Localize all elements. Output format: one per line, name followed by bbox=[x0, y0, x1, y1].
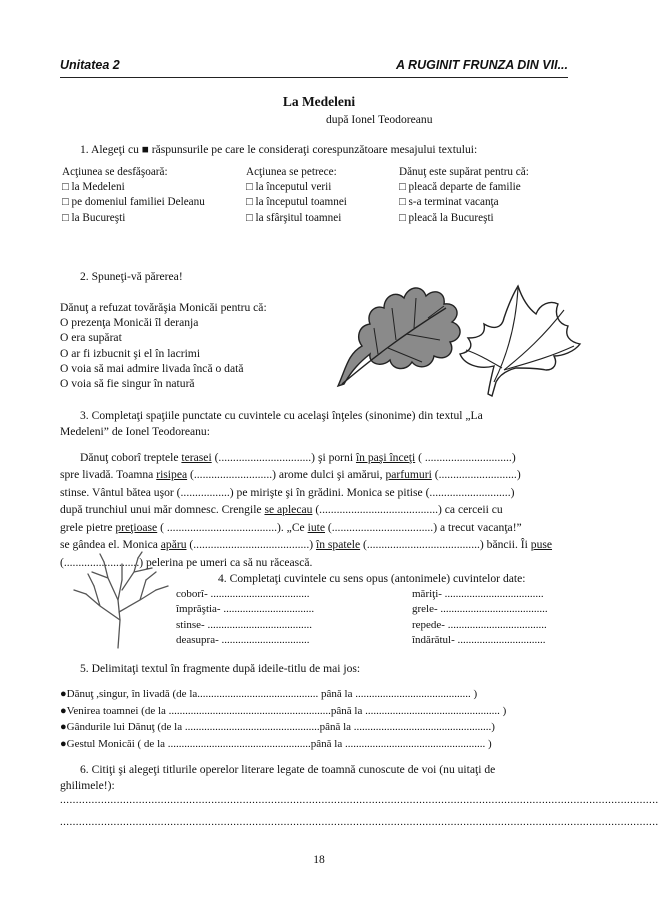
ex5-line[interactable]: ●Gândurile lui Dănuţ (de la .................................................până la ..................................................) bbox=[60, 721, 495, 734]
ex3-underlined-word: terasei bbox=[181, 451, 212, 464]
ex5-line[interactable]: ●Gestul Monicăi ( de la ....................................................până la ................................................... ) bbox=[60, 737, 492, 750]
ex3-underlined-word: preţioase bbox=[115, 521, 158, 534]
ex3-underlined-word: în paşi înceţi bbox=[355, 451, 416, 464]
ex2-option[interactable]: O voia să mai admire livada încă o dată bbox=[60, 361, 244, 375]
ex2-option[interactable]: O ar fi izbucnit şi el în lacrimi bbox=[60, 346, 201, 360]
page-number: 18 bbox=[313, 853, 325, 866]
ex3-underlined-word: puse bbox=[530, 538, 553, 551]
ex5-line[interactable]: ●Venirea toamnei (de la ...........................................................până la ................................................. ) bbox=[60, 704, 507, 717]
ex2-prompt: 2. Spuneţi-vă părerea! bbox=[80, 270, 183, 283]
ex1-col1-item[interactable]: □ pe domeniul familiei Deleanu bbox=[62, 196, 205, 209]
ex3-underlined-word: parfumuri bbox=[385, 468, 432, 481]
ex3-text-segment: se gândea el. Monica bbox=[60, 538, 161, 551]
ex3-text-segment[interactable]: ( ..............................) bbox=[415, 451, 516, 464]
header-chapter: A RUGINIT FRUNZA DIN VII... bbox=[396, 58, 568, 72]
page-subtitle: după Ionel Teodoreanu bbox=[326, 113, 433, 126]
page-title: La Medeleni bbox=[282, 94, 356, 109]
ex2-option[interactable]: O era supărat bbox=[60, 331, 122, 345]
ex3-text-segment[interactable]: (.........................................) ca cerceii cu bbox=[312, 503, 503, 516]
ex1-col1 bbox=[62, 165, 205, 226]
ex2-option[interactable]: O prezenţa Monicăi îl deranja bbox=[60, 316, 199, 330]
ex3-underlined-word: iute bbox=[307, 521, 325, 534]
ex1-col2-head: Acţiunea se petrece: bbox=[246, 166, 337, 178]
ex3-underlined-word: se aplecau bbox=[264, 503, 313, 516]
ex2-line: Dănuţ a refuzat tovărăşia Monicăi pentru că: bbox=[60, 301, 267, 314]
header-unit: Unitatea 2 bbox=[60, 58, 120, 72]
ex3-text-segment: grele pietre bbox=[60, 521, 116, 534]
ex3-underlined-word: în spatele bbox=[315, 538, 361, 551]
ex4-word[interactable]: măriţi- .................................... bbox=[412, 588, 544, 600]
ex1-col1-head: Acţiunea se desfăşoară: bbox=[62, 166, 168, 178]
ex1-col2 bbox=[246, 165, 347, 226]
ex3-text-segment[interactable]: ( ......................................). „Ce bbox=[157, 521, 308, 534]
tree-icon bbox=[74, 552, 168, 648]
ex5-lines bbox=[60, 686, 506, 752]
ex3-text-segment[interactable]: (...........................) bbox=[431, 468, 521, 481]
ex3-text-line bbox=[60, 468, 521, 481]
ex1-col3-item[interactable]: □ s-a terminat vacanţa bbox=[399, 196, 499, 209]
ex4-right-col bbox=[412, 587, 548, 649]
ex3-text-segment[interactable]: (..........................) pelerina pe umeri ca să nu răcească. bbox=[60, 556, 313, 569]
ex3-prompt: 3. Completaţi spaţiile punctate cu cuvintele cu acelaşi înţeles (sinonime) din textul „La bbox=[80, 409, 483, 422]
header-rule bbox=[60, 77, 568, 78]
ex2-options bbox=[60, 300, 267, 391]
ex3-text-segment[interactable]: (................................) şi porni bbox=[211, 451, 356, 464]
ex1-col2-item[interactable]: □ la sfârşitul toamnei bbox=[246, 211, 342, 224]
ex1-col2-item[interactable]: □ la începutul verii bbox=[246, 181, 332, 194]
ex1-col3-item[interactable]: □ pleacă departe de familie bbox=[399, 181, 521, 194]
ex3-text-segment[interactable]: stinse. Vântul bătea uşor (.................) pe mirişte şi în grădini. Monica se pitise (............................) bbox=[60, 486, 515, 499]
ex3-text-segment: după trunchiul unui măr domnesc. Crengile bbox=[60, 503, 265, 516]
ex4-word[interactable]: împrăştia- ................................. bbox=[176, 603, 315, 616]
ex4-word[interactable]: grele- ....................................... bbox=[412, 603, 548, 616]
tree-illustration bbox=[60, 550, 180, 650]
ex4-word[interactable]: deasupra- ................................ bbox=[176, 634, 310, 647]
ex1-col1-item[interactable]: □ la Medeleni bbox=[62, 181, 125, 194]
ex1-col1-item[interactable]: □ la Bucureşti bbox=[62, 211, 126, 224]
ex3-text-line bbox=[60, 503, 503, 516]
ex4-word[interactable]: îndărătul- ................................ bbox=[412, 634, 546, 647]
ex3-text-segment[interactable]: (........................................) bbox=[186, 538, 316, 551]
ex6-prompt-cont: ghilimele!): bbox=[60, 779, 115, 792]
ex4-left-col bbox=[176, 587, 314, 649]
ex3-text-line bbox=[80, 451, 516, 464]
maple-leaf-icon bbox=[460, 286, 580, 396]
ex1-col2-item[interactable]: □ la începutul toamnei bbox=[246, 196, 347, 209]
ex6-prompt: 6. Citiţi şi alegeţi titlurile operelor literare legate de toamnă cunoscute de voi (nu uitaţi de bbox=[80, 763, 496, 776]
ex3-text-line bbox=[60, 486, 514, 499]
ex3-text-segment[interactable]: (...................................) a trecut vacanţa!” bbox=[325, 521, 522, 534]
ex1-col3-head: Dănuţ este supărat pentru că: bbox=[399, 166, 529, 178]
ex1-col3-item[interactable]: □ pleacă la Bucureşti bbox=[399, 211, 494, 224]
ex2-option[interactable]: O voia să fie singur în natură bbox=[60, 377, 195, 391]
ex4-word[interactable]: coborî- .................................... bbox=[176, 588, 310, 600]
ex3-underlined-word: apăru bbox=[160, 538, 187, 551]
ex3-underlined-word: risipea bbox=[156, 468, 188, 481]
ex3-text-segment: Dănuţ coborî treptele bbox=[80, 451, 182, 464]
ex5-prompt: 5. Delimitaţi textul în fragmente după ideile-titlu de mai jos: bbox=[80, 662, 361, 675]
ex5-line[interactable]: ●Dănuţ ,singur, în livadă (de la............................................ până la .......................................... ) bbox=[60, 688, 478, 700]
ex3-text-line bbox=[60, 521, 522, 534]
ex4-prompt: 4. Completaţi cuvintele cu sens opus (antonimele) cuvintelor date: bbox=[218, 572, 526, 585]
ex1-col3 bbox=[399, 165, 529, 226]
ex6-answer-line[interactable]: .............................................................................................................................................................................................. bbox=[60, 794, 659, 806]
ex4-word[interactable]: stinse- ...................................... bbox=[176, 618, 312, 631]
ex6-answer-line[interactable]: .............................................................................................................................................................................................. bbox=[60, 816, 659, 828]
ex3-prompt-cont: Medeleni” de Ionel Teodoreanu: bbox=[60, 425, 210, 438]
oak-leaf-icon bbox=[338, 288, 460, 386]
ex3-text-segment: spre livadă. Toamna bbox=[60, 468, 157, 481]
ex3-text-segment[interactable]: (.......................................) băncii. Îi bbox=[360, 538, 531, 551]
leaves-illustration bbox=[318, 258, 588, 400]
ex3-text-segment[interactable]: (...........................) arome dulci şi amărui, bbox=[187, 468, 386, 481]
ex1-prompt: 1. Alegeţi cu ■ răspunsurile pe care le consideraţi corespunzătoare mesajului textului: bbox=[80, 143, 478, 156]
ex4-word[interactable]: repede- .................................... bbox=[412, 618, 547, 631]
